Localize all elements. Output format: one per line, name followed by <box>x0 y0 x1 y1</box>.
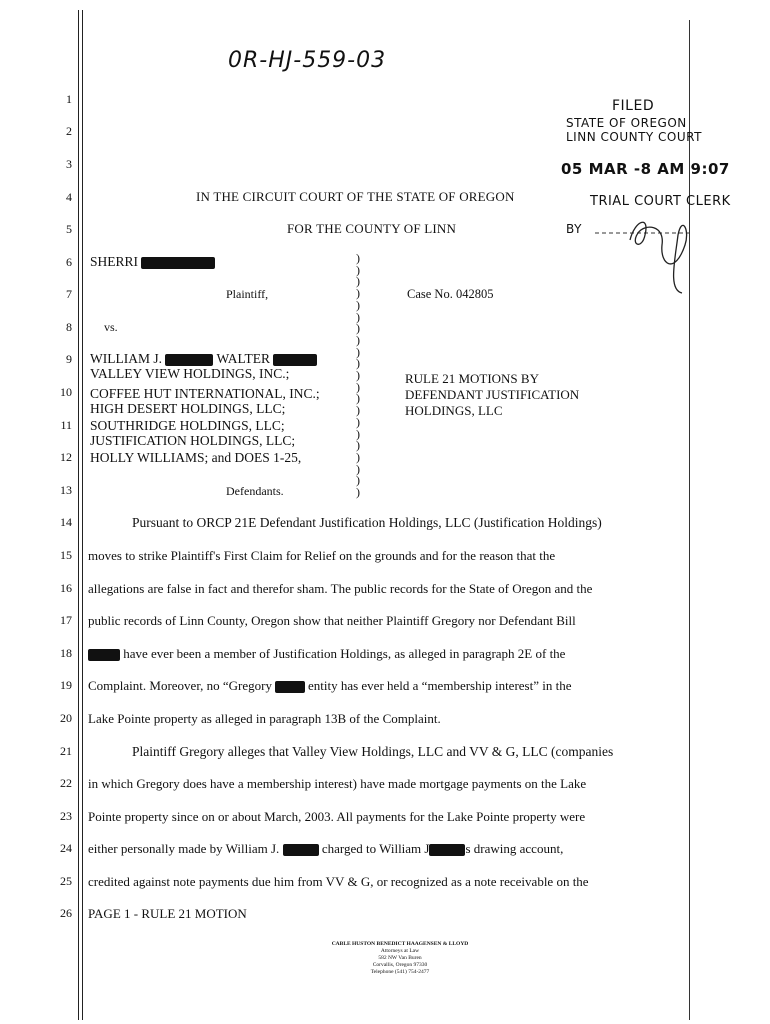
handwritten-case-number: 0R-HJ-559-03 <box>228 48 387 73</box>
line-number: 8 <box>66 320 72 334</box>
motion-title-line1: RULE 21 MOTIONS BY <box>405 371 539 386</box>
line-number: 18 <box>60 646 72 660</box>
vs-label: vs. <box>104 320 118 334</box>
stamp-filed: FILED <box>612 98 655 114</box>
line-number: 15 <box>60 548 72 562</box>
body-line-16: allegations are false in fact and therefor sham. The public records for the State of Oregon and the <box>88 581 593 596</box>
stamp-state: STATE OF OREGON <box>566 116 687 130</box>
stamp-by: BY <box>566 222 582 236</box>
body-line-23: Pointe property since on or about March, 2003. All payments for the Lake Pointe property were <box>88 809 586 824</box>
firm-name: CABLE HUSTON BENEDICT HAAGENSEN & LLOYD <box>331 941 469 947</box>
plaintiff-name-text: SHERRI <box>90 254 139 269</box>
court-heading-line2: FOR THE COUNTY OF LINN <box>287 221 457 236</box>
line-number: 4 <box>66 190 72 204</box>
body-line-14: Pursuant to ORCP 21E Defendant Justification Holdings, LLC (Justification Holdings) <box>132 515 602 530</box>
redaction-bar <box>273 354 317 366</box>
body-line-24-text-c: s drawing account, <box>465 841 564 856</box>
firm-block <box>250 941 550 976</box>
defendant-name: WALTER <box>216 351 270 366</box>
body-line-19 <box>88 678 572 694</box>
line-number: 14 <box>60 515 72 529</box>
defendant-line: HIGH DESERT HOLDINGS, LLC; <box>90 401 286 416</box>
line-number: 20 <box>60 711 72 725</box>
motion-title-line2: DEFENDANT JUSTIFICATION <box>405 387 580 402</box>
stamp-datetime: 05 MAR -8 AM 9:07 <box>561 160 730 178</box>
line-number: 1 <box>66 92 72 106</box>
body-line-24-text-a: either personally made by William J. <box>88 841 280 856</box>
body-line-15: moves to strike Plaintiff's First Claim for Relief on the grounds and for the reason that the <box>88 548 556 563</box>
redaction-bar <box>429 844 465 856</box>
defendant-line: VALLEY VIEW HOLDINGS, INC.; <box>90 366 290 381</box>
line-number: 24 <box>60 841 72 855</box>
clerk-signature-icon <box>590 205 700 300</box>
left-margin-line <box>78 10 79 1020</box>
body-line-19-text-b: entity has ever held a “membership interest” in the <box>307 678 572 693</box>
plaintiff-name <box>90 254 215 270</box>
body-line-18-text: have ever been a member of Justification Holdings, as alleged in paragraph 2E of the <box>123 646 566 661</box>
body-line-24-text-b: charged to William J <box>321 841 430 856</box>
line-number: 16 <box>60 581 72 595</box>
plaintiff-label: Plaintiff, <box>226 287 269 301</box>
firm-line4: Telephone (541) 754-2477 <box>370 969 430 975</box>
defendants-label: Defendants. <box>226 484 284 498</box>
line-number: 22 <box>60 776 72 790</box>
body-line-21: Plaintiff Gregory alleges that Valley View Holdings, LLC and VV & G, LLC (companies <box>132 744 614 759</box>
body-line-24 <box>88 841 563 857</box>
motion-title-line3: HOLDINGS, LLC <box>405 403 503 418</box>
caption-parentheses: ) ) ) ) ) ) ) ) ) ) ) ) ) ) ) ) ) ) ) ) ) <box>356 251 360 500</box>
line-number: 17 <box>60 613 72 627</box>
body-line-25: credited against note payments due him from VV & G, or recognized as a note receivable on the <box>88 874 589 889</box>
redaction-bar <box>141 257 215 269</box>
defendant-line: JUSTIFICATION HOLDINGS, LLC; <box>90 433 296 448</box>
line-number: 9 <box>66 352 72 366</box>
page-footer: PAGE 1 - RULE 21 MOTION <box>88 906 247 921</box>
left-margin-line-inner <box>82 10 83 1020</box>
body-line-17: public records of Linn County, Oregon show that neither Plaintiff Gregory nor Defendant Bill <box>88 613 576 628</box>
line-number: 7 <box>66 287 72 301</box>
firm-line3: Corvallis, Oregon 97330 <box>372 962 428 968</box>
line-number: 5 <box>66 222 72 236</box>
line-number: 26 <box>60 906 72 920</box>
redaction-bar <box>165 354 213 366</box>
body-line-20: Lake Pointe property as alleged in paragraph 13B of the Complaint. <box>88 711 441 726</box>
body-line-18 <box>88 646 565 662</box>
body-line-22: in which Gregory does have a membership interest) have made mortgage payments on the Lake <box>88 776 587 791</box>
defendant-line: COFFEE HUT INTERNATIONAL, INC.; <box>90 386 320 401</box>
redaction-bar <box>283 844 319 856</box>
line-number: 23 <box>60 809 72 823</box>
line-number: 21 <box>60 744 72 758</box>
stamp-county: LINN COUNTY COURT <box>566 130 702 144</box>
stamp-clerk: TRIAL COURT CLERK <box>590 194 731 209</box>
redaction-bar <box>275 681 305 693</box>
body-line-19-text-a: Complaint. Moreover, no “Gregory <box>88 678 272 693</box>
court-heading-line1: IN THE CIRCUIT COURT OF THE STATE OF OREGON <box>196 189 515 204</box>
case-number: Case No. 042805 <box>407 287 494 301</box>
line-number: 6 <box>66 255 72 269</box>
line-number: 11 <box>60 418 72 432</box>
line-number: 3 <box>66 157 72 171</box>
line-number: 19 <box>60 678 72 692</box>
line-number: 13 <box>60 483 72 497</box>
firm-line1: Attorneys at Law <box>380 948 420 954</box>
firm-line2: 582 NW Van Buren <box>378 955 422 961</box>
defendant-line: HOLLY WILLIAMS; and DOES 1-25, <box>90 450 302 465</box>
defendant-line <box>90 352 317 366</box>
line-number: 10 <box>60 385 72 399</box>
redaction-bar <box>88 649 120 661</box>
line-number: 12 <box>60 450 72 464</box>
defendant-name: WILLIAM J. <box>90 351 162 366</box>
line-number: 25 <box>60 874 72 888</box>
defendant-line: SOUTHRIDGE HOLDINGS, LLC; <box>90 418 285 433</box>
line-number: 2 <box>66 124 72 138</box>
